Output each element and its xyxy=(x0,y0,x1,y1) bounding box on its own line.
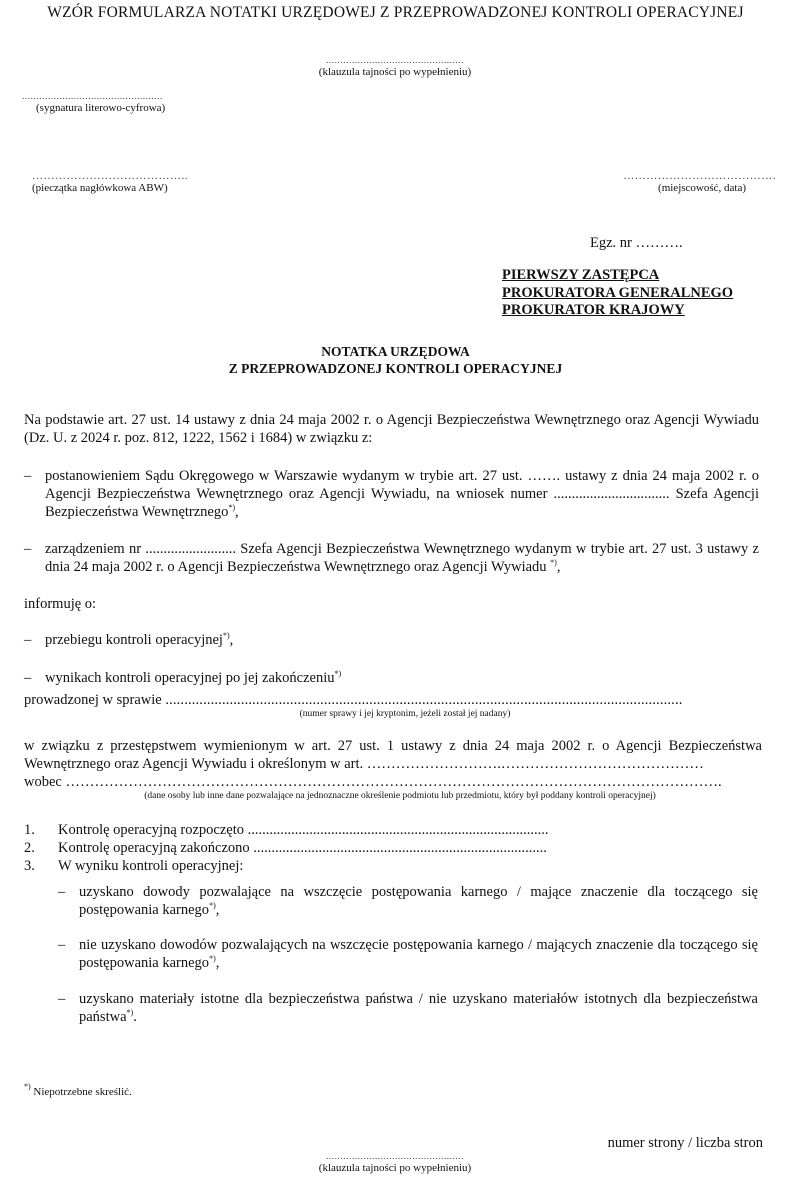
result-item-1: – uzyskano dowody pozwalające na wszczęcie postępowania karnego / mające znaczenie dla toczącego się postępowania karnego*), xyxy=(58,884,758,918)
result-item-3: – uzyskano materiały istotne dla bezpieczeństwa państwa / nie uzyskano materiałów istotnych dla bezpieczeństwa państwa*). xyxy=(58,991,758,1025)
list-text: Kontrolę operacyjną zakończono ................................................................................. xyxy=(58,840,547,856)
copy-number: Egz. nr ………. xyxy=(590,235,683,251)
result-3-text: uzyskano materiały istotne dla bezpieczeństwa państwa / nie uzyskano materiałów istotnych dla bezpieczeństwa państwa xyxy=(79,991,758,1025)
list-number: 2. xyxy=(24,840,35,856)
list-text: W wyniku kontroli operacyjnej: xyxy=(58,858,244,874)
top-classification-clause xyxy=(290,56,500,78)
addressee-block xyxy=(502,267,733,320)
stamp-label: (pieczątka nagłówkowa ABW) xyxy=(32,182,168,194)
case-caption: (numer sprawy i jej kryptonim, jeżeli został jej nadany) xyxy=(299,709,511,719)
against-caption: (dane osoby lub inne dane pozwalające na jednoznaczne określenie podmiotu lub przedmiotu, który był poddany kontroli operacyjnej) xyxy=(144,791,656,801)
bottom-classification-clause xyxy=(290,1152,500,1174)
inform-item-1: – przebiegu kontroli operacyjnej*), xyxy=(24,631,234,648)
dash-marker: – xyxy=(24,632,32,648)
inform-1-text: przebiegu kontroli operacyjnej xyxy=(45,632,223,648)
result-1-text: uzyskano dowody pozwalające na wszczęcie postępowania karnego / mające znaczenie dla toczącego się postępowania karnego xyxy=(79,884,758,918)
list-item xyxy=(24,839,764,857)
intro-paragraph: Na podstawie art. 27 ust. 14 ustawy z dnia 24 maja 2002 r. o Agencji Bezpieczeństwa Wewnętrznego oraz Agencji Wywiadu (Dz. U. z 2024 r. poz. 812, 1222, 1562 i 1684) w związku z: xyxy=(24,412,759,446)
dash-marker: – xyxy=(58,991,66,1007)
stamp-dots: ………………………………….. xyxy=(32,170,188,182)
addressee-line-3: PROKURATOR KRAJOWY xyxy=(502,302,685,318)
dash-marker: – xyxy=(24,541,32,557)
case-dots: ......................................................................................................................................... xyxy=(165,692,683,708)
basis-2-text: zarządzeniem nr ......................... Szefa Agencji Bezpieczeństwa Wewnętrznego wydanym w trybie art. 27 ust. 3 ustawy z dnia 24 maja 2002 r. o Agencji Bezpieczeństwa Wewnętrznego oraz Agencji Wywiadu xyxy=(45,541,759,575)
signature-dots: ................................................. xyxy=(22,92,163,102)
numbered-list xyxy=(24,821,764,875)
footnote xyxy=(24,1082,132,1098)
footnote-mark: *) xyxy=(209,954,216,963)
result-item-2: – nie uzyskano dowodów pozwalających na wszczęcie postępowania karnego / mających znaczenie dla toczącego się postępowania karnego*), xyxy=(58,937,758,971)
inform-item-2 xyxy=(24,669,759,687)
footnote-mark: *) xyxy=(334,669,342,678)
footnote-text: Niepotrzebne skreślić. xyxy=(33,1086,132,1098)
footnote-mark: *) xyxy=(209,901,216,910)
page-numbering: numer strony / liczba stron xyxy=(607,1135,763,1151)
list-item xyxy=(24,821,764,839)
title-line-1: NOTATKA URZĘDOWA xyxy=(321,344,470,359)
footnote-mark: *) xyxy=(126,1008,134,1017)
list-text: Kontrolę operacyjną rozpoczęto ................................................................................... xyxy=(58,822,549,838)
footnote-mark: *) xyxy=(550,558,557,567)
title-line-2: Z PRZEPROWADZONEJ KONTROLI OPERACYJNEJ xyxy=(228,361,563,376)
dash-marker: – xyxy=(24,670,32,686)
inform-label: informuję o: xyxy=(24,596,97,612)
document-header-title: WZÓR FORMULARZA NOTATKI URZĘDOWEJ Z PRZEPROWADZONEJ KONTROLI OPERACYJNEJ xyxy=(47,4,744,21)
basis-item-2: – zarządzeniem nr ......................... Szefa Agencji Bezpieczeństwa Wewnętrznego wydanym w trybie art. 27 ust. 3 ustawy z dnia 24 maja 2002 r. o Agencji Bezpieczeństwa Wewnętrznego oraz Agencji Wywiadu *), xyxy=(24,541,759,575)
clause-dots: ................................................ xyxy=(326,56,464,66)
clause-dots: ................................................ xyxy=(326,1152,464,1162)
list-number: 1. xyxy=(24,822,35,838)
stamp-field xyxy=(32,170,252,194)
result-2-text: nie uzyskano dowodów pozwalających na wszczęcie postępowania karnego / mających znaczenie dla toczącego się postępowania karnego xyxy=(79,937,758,971)
document-title xyxy=(0,343,791,377)
footnote-mark: *) xyxy=(222,631,230,640)
basis-item-1: – postanowieniem Sądu Okręgowego w Warszawie wydanym w trybie art. 27 ust. ……. ustawy z dnia 24 maja 2002 r. o Agencji Bezpieczeństwa Wewnętrznego oraz Agencji Wywiadu, na wniosek numer ................................ Szefa Agencji Bezpieczeństwa Wewnętrznego*), xyxy=(24,468,759,520)
dash-marker: – xyxy=(58,884,66,900)
case-label: prowadzonej w sprawie xyxy=(24,692,162,708)
inform-2-text: wynikach kontroli operacyjnej po jej zakończeniu xyxy=(45,670,335,686)
against-line: wobec ………………………………………………………………………………………………………………………. xyxy=(24,774,722,790)
signature-label: (sygnatura literowo-cyfrowa) xyxy=(36,102,166,114)
clause-label: (klauzula tajności po wypełnieniu) xyxy=(318,1162,472,1174)
addressee-line-1: PIERWSZY ZASTĘPCA xyxy=(502,267,660,283)
place-date-field xyxy=(560,170,776,194)
list-item xyxy=(24,857,764,875)
basis-1-text: postanowieniem Sądu Okręgowego w Warszawie wydanym w trybie art. 27 ust. ……. ustawy z dnia 24 maja 2002 r. o Agencji Bezpieczeństwa Wewnętrznego oraz Agencji Wywiadu, na wniosek numer ................................ Szefa Agencji Bezpieczeństwa Wewnętrznego xyxy=(45,468,759,520)
footnote-mark: *) xyxy=(228,503,236,512)
clause-label: (klauzula tajności po wypełnieniu) xyxy=(318,66,472,78)
case-line xyxy=(24,691,764,709)
place-date-dots: …………………………………. xyxy=(623,170,776,182)
addressee-line-2: PROKURATORA GENERALNEGO xyxy=(502,284,734,301)
place-date-label: (miejscowość, data) xyxy=(658,182,746,194)
offence-paragraph: w związku z przestępstwem wymienionym w art. 27 ust. 1 ustawy z dnia 24 maja 2002 r. o Agencji Bezpieczeństwa Wewnętrznego oraz Agencji Wywiadu i określonym w art. ……………………….…………………………………… xyxy=(24,738,762,772)
dash-marker: – xyxy=(58,937,66,953)
dash-marker: – xyxy=(24,468,32,484)
footnote-mark: *) xyxy=(24,1082,31,1091)
signature-field xyxy=(22,92,222,114)
list-number: 3. xyxy=(24,858,35,874)
